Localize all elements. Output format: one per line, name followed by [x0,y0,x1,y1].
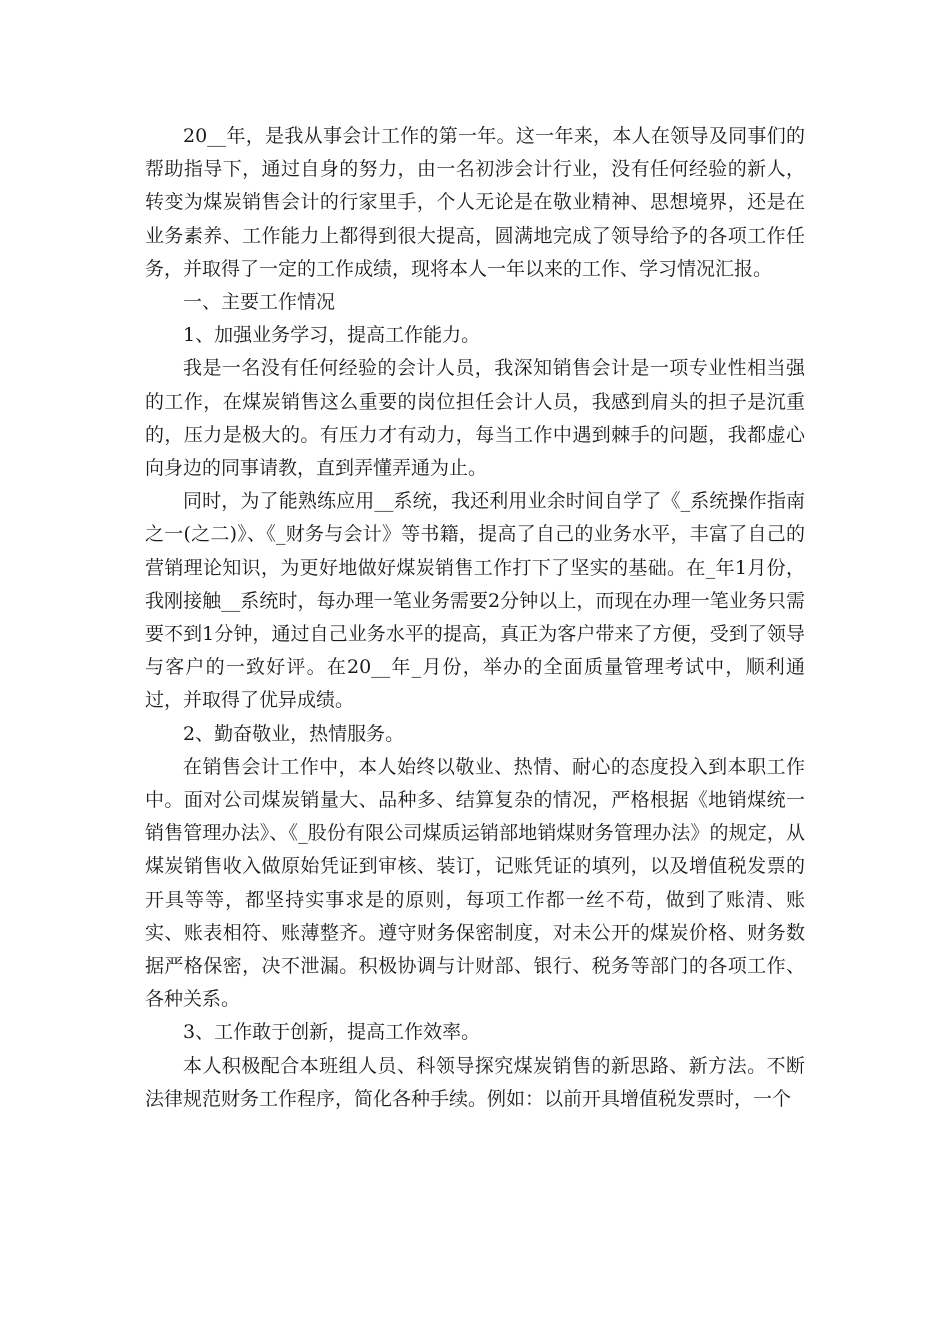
paragraph-intro: 20__年，是我从事会计工作的第一年。这一年来，本人在领导及同事们的帮助指导下，通过自身的努力，由一名初涉会计行业，没有任何经验的新人，转变为煤炭销售会计的行家里手，个人无论是在敬业精神、思想境界，还是在业务素养、工作能力上都得到很大提高，圆满地完成了领导给予的各项工作任务，并取得了一定的工作成绩，现将本人一年以来的工作、学习情况汇报。 [145,125,805,280]
subheading-innovation: 3、工作敢于创新，提高工作效率。 [183,1021,481,1044]
document-body [145,120,805,1116]
section-heading-main-work: 一、主要工作情况 [183,291,336,314]
paragraph-service: 在销售会计工作中，本人始终以敬业、热情、耐心的态度投入到本职工作中。面对公司煤炭销量大、品种多、结算复杂的情况，严格根据《地销煤统一销售管理办法》、《_股份有限公司煤质运销部地销煤财务管理办法》的规定，从煤炭销售收入做原始凭证到审核、装订，记账凭证的填列，以及增值税发票的开具等等，都坚持实事求是的原则，每项工作都一丝不苟，做到了账清、账实、账表相符、账薄整齐。遵守财务保密制度，对未公开的煤炭价格、财务数据严格保密，决不泄漏。积极协调与计财部、银行、税务等部门的各项工作、各种关系。 [145,755,805,1011]
paragraph-study-1: 我是一名没有任何经验的会计人员，我深知销售会计是一项专业性相当强的工作，在煤炭销售这么重要的岗位担任会计人员，我感到肩头的担子是沉重的，压力是极大的。有压力才有动力，每当工作中遇到棘手的问题，我都虚心向身边的同事请教，直到弄懂弄通为止。 [145,357,805,480]
subheading-service: 2、勤奋敬业，热情服务。 [183,722,405,745]
subheading-study: 1、加强业务学习，提高工作能力。 [183,324,481,347]
paragraph-study-2: 同时，为了能熟练应用__系统，我还利用业余时间自学了《_系统操作指南之一(之二)》、《_财务与会计》等书籍，提高了自己的业务水平，丰富了自己的营销理论知识，为更好地做好煤炭销售工作打下了坚实的基础。在_年1月份，我刚接触__系统时，每办理一笔业务需要2分钟以上，而现在办理一笔业务只需要不到1分钟，通过自己业务水平的提高，真正为客户带来了方便，受到了领导与客户的一致好评。在20__年_月份，举办的全面质量管理考试中，顺利通过，并取得了优异成绩。 [145,490,805,712]
paragraph-innovation: 本人积极配合本班组人员、科领导探究煤炭销售的新思路、新方法。不断法律规范财务工作程序，简化各种手续。例如：以前开具增值税发票时，一个 [145,1054,805,1110]
